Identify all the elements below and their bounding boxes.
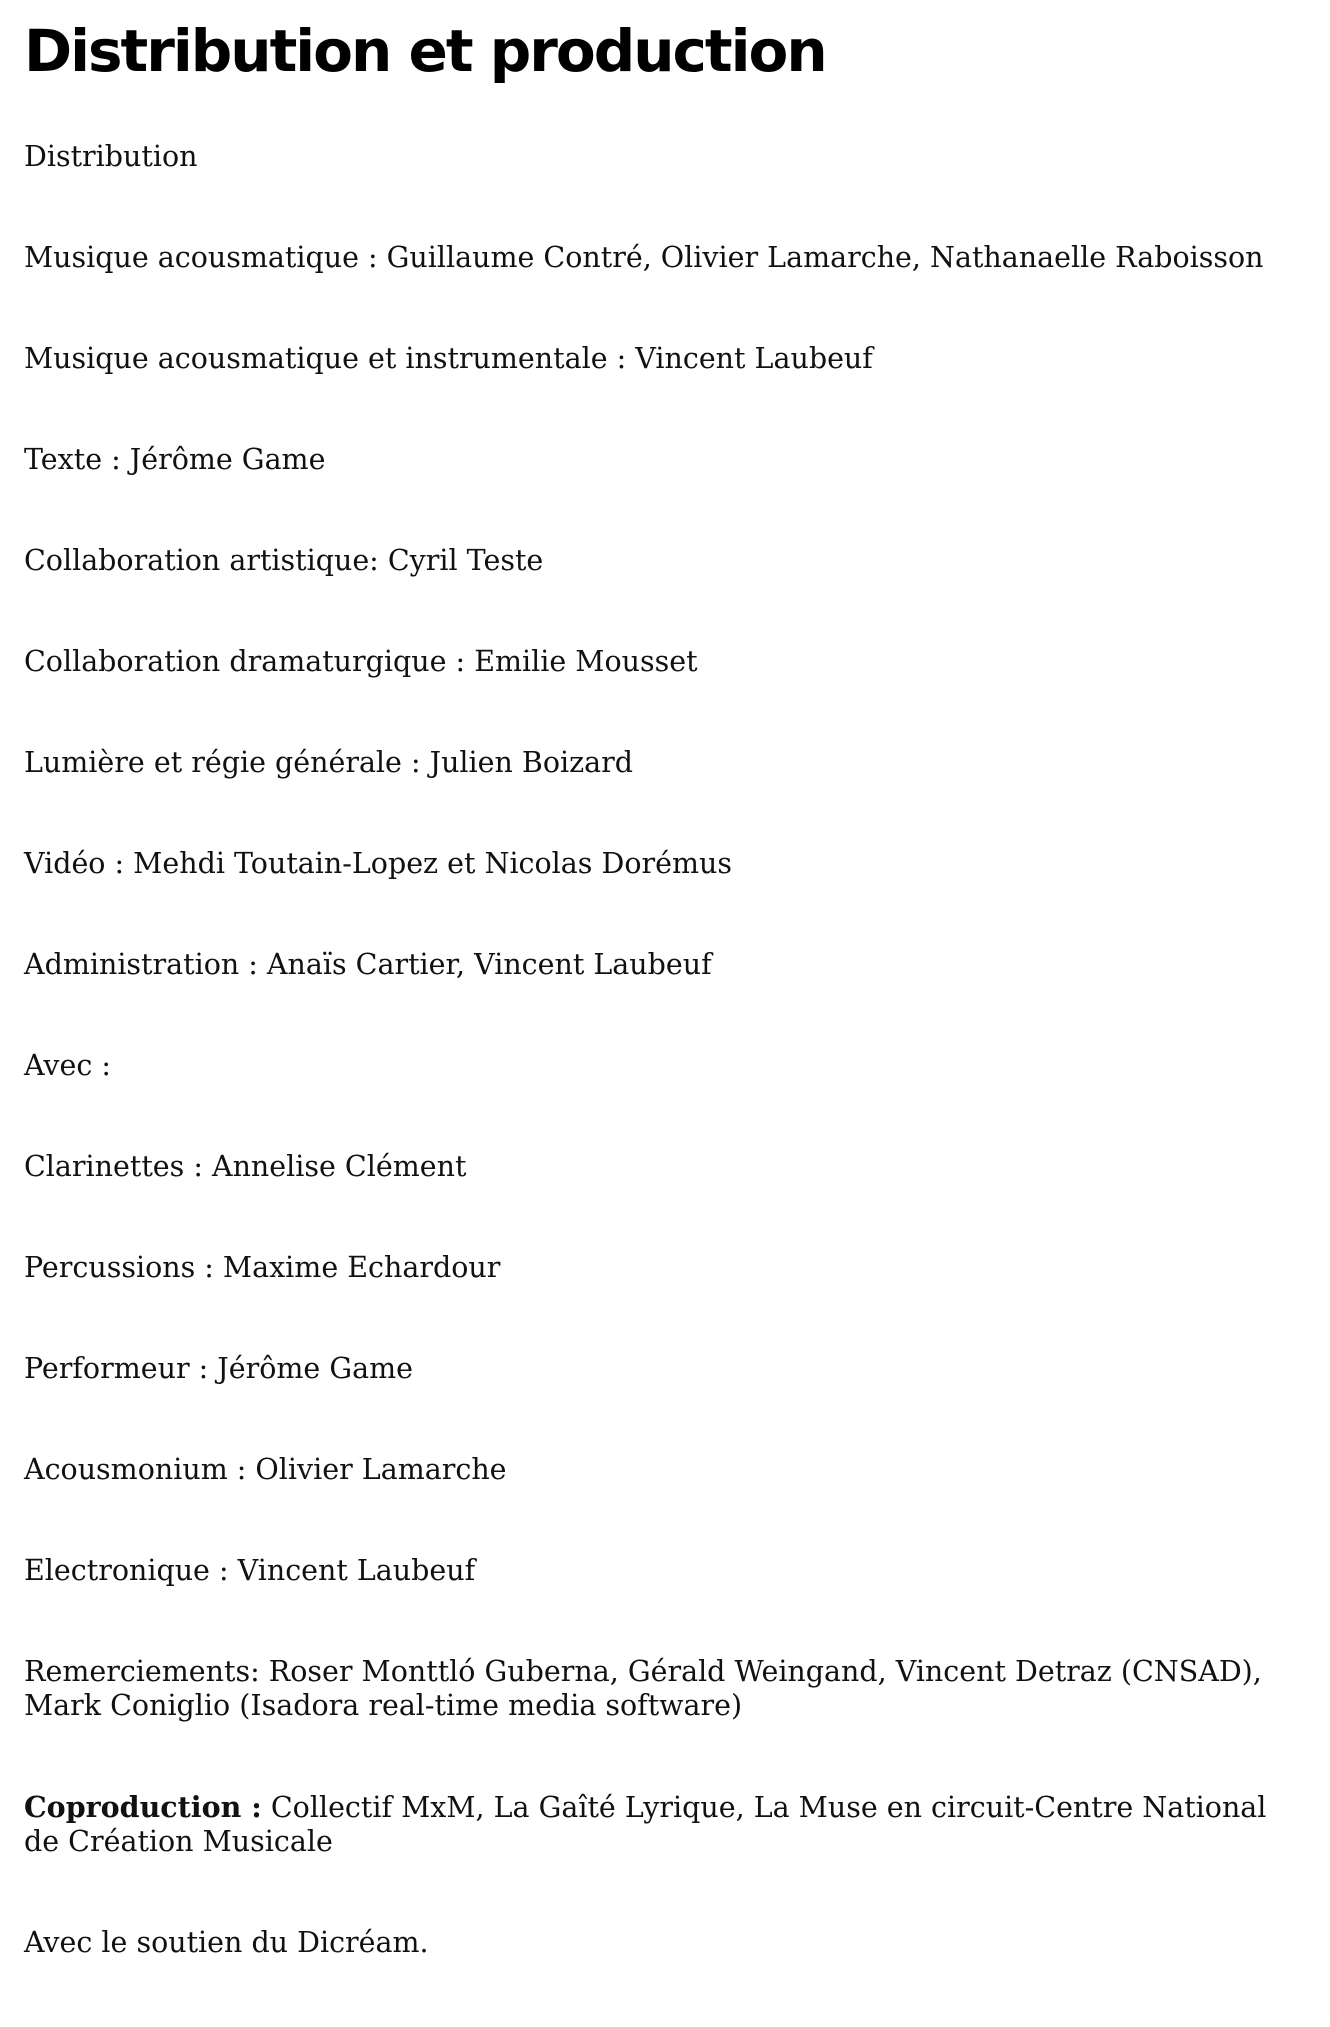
- credits-list: [24, 140, 1314, 2027]
- coproduction-paragraph: [24, 1790, 1309, 1859]
- coproduction-label: Coproduction :: [24, 1790, 262, 1824]
- credit-line: Texte : Jérôme Game: [24, 443, 326, 476]
- credit-line: Vidéo : Mehdi Toutain-Lopez et Nicolas Dorémus: [24, 847, 732, 880]
- credit-line: Musique acousmatique : Guillaume Contré, Olivier Lamarche, Nathanaelle Raboisson: [24, 241, 1264, 274]
- credit-line: Musique acousmatique et instrumentale : Vincent Laubeuf: [24, 342, 873, 375]
- credit-line: Collaboration dramaturgique : Emilie Mousset: [24, 645, 698, 678]
- credit-line: Administration : Anaïs Cartier, Vincent Laubeuf: [24, 948, 712, 981]
- credit-line: Electronique : Vincent Laubeuf: [24, 1554, 476, 1587]
- support-line: Avec le soutien du Dicréam.: [24, 1926, 429, 1959]
- credit-line: Performeur : Jérôme Game: [24, 1352, 413, 1385]
- credit-line: Clarinettes : Annelise Clément: [24, 1150, 467, 1183]
- credit-line: Acousmonium : Olivier Lamarche: [24, 1453, 507, 1486]
- credit-line: Avec :: [24, 1049, 112, 1082]
- coproduction-text: Collectif MxM, La Gaîté Lyrique, La Muse en circuit-Centre National de Création Musicale: [24, 1791, 1267, 1858]
- thanks-paragraph: Remerciements: Roser Monttló Guberna, Gérald Weingand, Vincent Detraz (CNSAD), Mark Coniglio (Isadora real-time media software): [24, 1655, 1262, 1722]
- section-label: Distribution: [24, 140, 198, 173]
- credit-line: Lumière et régie générale : Julien Boizard: [24, 746, 634, 779]
- credit-line: Percussions : Maxime Echardour: [24, 1251, 501, 1284]
- page-title: Distribution et production: [24, 17, 826, 85]
- credit-line: Collaboration artistique: Cyril Teste: [24, 544, 544, 577]
